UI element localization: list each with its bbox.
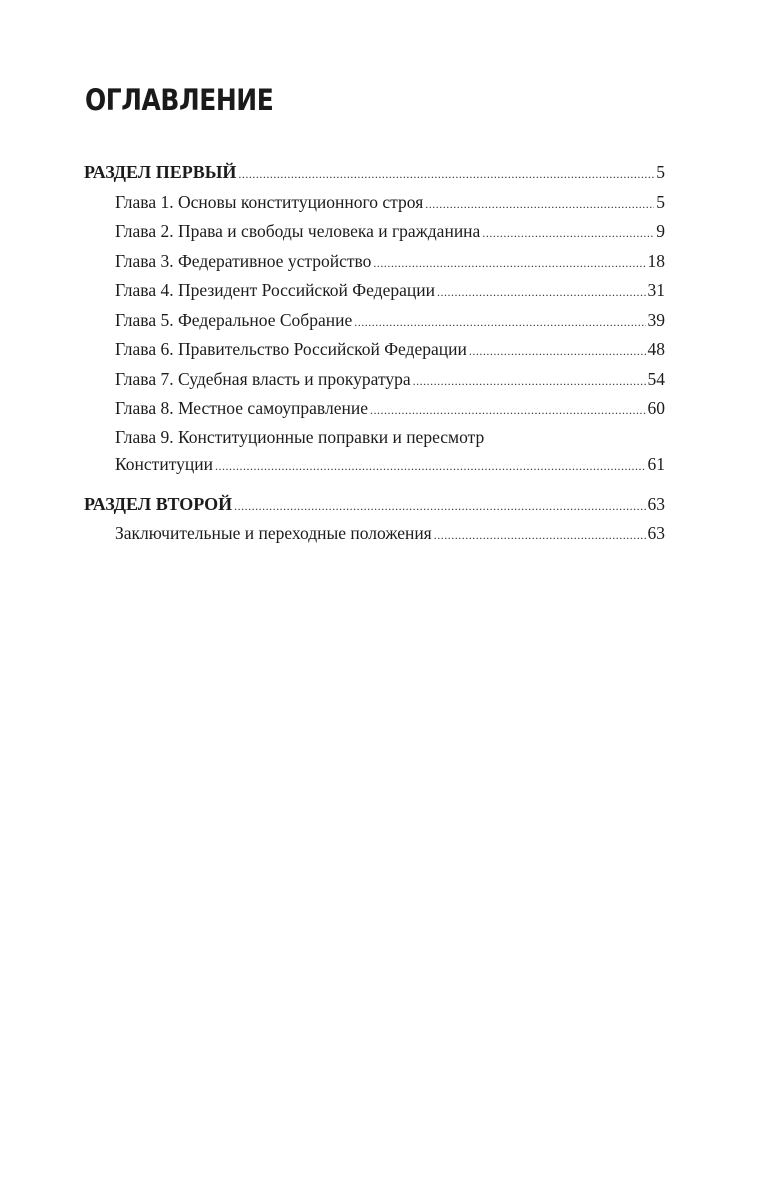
table-of-contents (84, 158, 665, 549)
dot-leader (437, 278, 646, 308)
toc-chapter-label: Глава 4. Президент Российской Федерации (115, 280, 435, 300)
toc-chapter-7[interactable] (84, 365, 665, 395)
toc-page-number: 5 (656, 162, 665, 182)
toc-chapter-label: Глава 8. Местное самоуправление (115, 398, 368, 418)
toc-page-number: 9 (656, 221, 665, 241)
toc-chapter-9[interactable] (84, 424, 665, 478)
toc-chapter-6[interactable] (84, 335, 665, 365)
toc-chapter-2[interactable] (84, 217, 665, 247)
toc-chapter-label: Глава 1. Основы конституционного строя (115, 191, 424, 212)
toc-section-1[interactable] (84, 158, 665, 188)
toc-chapter-4[interactable] (84, 276, 665, 306)
toc-chapter-9-continuation (84, 451, 665, 478)
dot-leader (434, 521, 646, 551)
toc-chapter-label: Глава 2. Права и свободы человека и гражданина (115, 221, 481, 241)
toc-page-number: 48 (647, 339, 665, 359)
toc-chapter-8[interactable] (84, 394, 665, 424)
dot-leader (354, 308, 645, 338)
toc-page-number: 60 (647, 398, 665, 418)
toc-chapter-label: Глава 6. Правительство Российской Федерации (115, 339, 467, 359)
toc-section-label: РАЗДЕЛ ПЕРВЫЙ (84, 162, 237, 182)
toc-chapter-3[interactable] (84, 247, 665, 277)
toc-final-provisions[interactable] (84, 519, 665, 549)
page-title: ОГЛАВЛЕНИЕ (85, 83, 274, 117)
toc-page-number: 63 (647, 493, 665, 514)
dot-leader (373, 249, 645, 279)
toc-page-number: 31 (647, 280, 665, 300)
toc-chapter-label: Глава 3. Федеративное устройство (115, 250, 372, 271)
dot-leader (234, 492, 645, 522)
toc-page-number: 63 (647, 523, 665, 543)
toc-section-label: РАЗДЕЛ ВТОРОЙ (84, 493, 233, 514)
dot-leader (425, 190, 654, 220)
toc-page-number: 61 (647, 453, 665, 474)
toc-chapter-label: Заключительные и переходные положения (115, 523, 432, 543)
toc-chapter-label: Глава 7. Судебная власть и прокуратура (115, 368, 411, 389)
dot-leader (469, 337, 646, 367)
dot-leader (413, 367, 646, 397)
toc-page-number: 54 (647, 368, 665, 389)
toc-section-2[interactable] (84, 490, 665, 520)
toc-chapter-label-line1: Глава 9. Конституционные поправки и пересмотр (115, 426, 485, 447)
toc-chapter-5[interactable] (84, 306, 665, 336)
dot-leader (215, 453, 646, 480)
dot-leader (238, 160, 654, 190)
toc-page-number: 18 (647, 250, 665, 271)
toc-chapter-1[interactable] (84, 188, 665, 218)
dot-leader (482, 219, 654, 249)
dot-leader (370, 396, 646, 426)
toc-chapter-label-line2: Конституции (115, 453, 213, 474)
toc-page-number: 5 (656, 191, 665, 212)
toc-chapter-label: Глава 5. Федеральное Собрание (115, 309, 353, 330)
toc-page-number: 39 (647, 309, 665, 330)
